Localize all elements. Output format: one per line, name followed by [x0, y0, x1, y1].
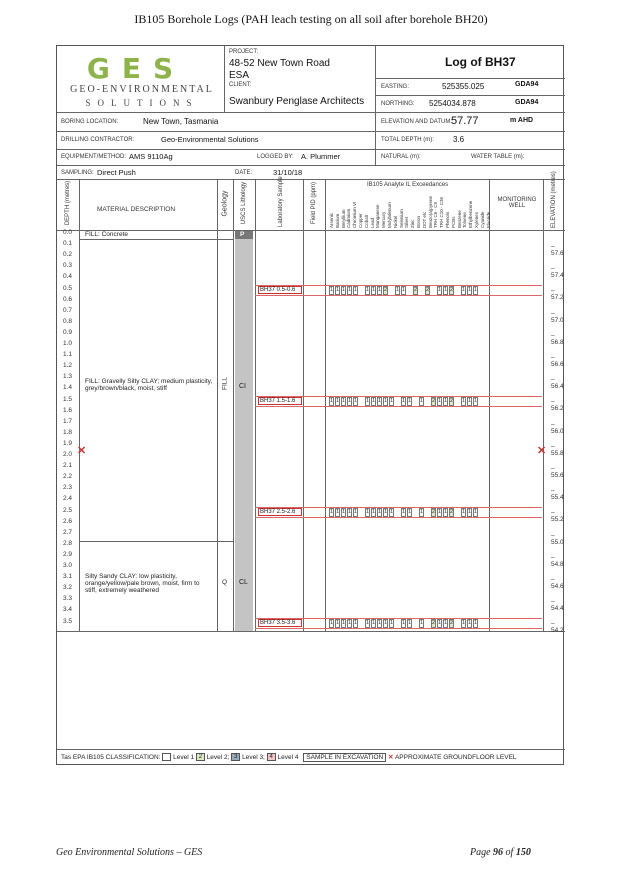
easting-value: 525355.025 — [442, 82, 485, 91]
exceedance-cell: 1 — [438, 398, 442, 404]
exceedance-cell: 1 — [342, 620, 346, 626]
exceedance-cell: 1 — [402, 287, 406, 293]
layer-2-description: FILL: Gravelly Silty CLAY; medium plasticity, grey/brown/black, moist, stiff — [85, 378, 213, 392]
legend-level4: Level 4 — [277, 754, 299, 761]
date-value: 31/10/18 — [273, 168, 303, 177]
analyte-label: Ethylbenzene — [468, 200, 474, 228]
right-block-divider — [375, 46, 376, 165]
exceedance-cell: 2 — [384, 287, 388, 293]
exceedance-cell: 1 — [444, 287, 448, 293]
material-header: MATERIAL DESCRIPTION — [97, 206, 176, 213]
document-title: IB105 Borehole Logs (PAH leach testing on all soil after borehole BH20) — [134, 12, 488, 26]
exceedance-cell: 1 — [444, 620, 448, 626]
row-divider — [57, 149, 565, 150]
exceedance-cell — [455, 508, 460, 517]
depth-tick: 1.0 — [63, 340, 73, 347]
depth-tick: 1.3 — [63, 373, 73, 381]
sample-exceedance-row — [329, 508, 488, 517]
analyte-label: Mercury — [381, 211, 387, 228]
exceedance-cell: 1 — [420, 620, 424, 626]
sample-label: BH37 3.5-3.6 — [258, 619, 302, 627]
depth-tick: 1.6 — [63, 406, 73, 414]
layer-3-geology: Q — [222, 579, 228, 586]
depth-col-divider — [79, 179, 80, 631]
exceedance-cell: 1 — [474, 287, 478, 293]
depth-tick: 3.5 — [63, 617, 73, 625]
exceedance-cell: 1 — [438, 287, 442, 293]
depth-tick: 3.0 — [63, 562, 73, 569]
depth-tick: 2.9 — [63, 550, 73, 558]
exceedance-cell: 1 — [372, 398, 376, 404]
depth-tick: 0.2 — [63, 251, 73, 259]
exceedance-cell: 1 — [462, 620, 466, 626]
field-pid-header: Field PID (ppm) — [311, 182, 317, 225]
legend-level2-box: 2 — [196, 753, 205, 761]
exceedance-cell: 1 — [336, 287, 340, 293]
exceedance-cell: 1 — [468, 509, 472, 515]
exceedance-cell: 1 — [402, 398, 406, 404]
easting-divider — [375, 95, 565, 96]
exceedance-cell: 2 — [450, 620, 454, 626]
client-label: CLIENT: — [229, 82, 252, 88]
exceedance-cell: 1 — [408, 620, 412, 626]
analyte-label: Chromium VI — [352, 201, 358, 228]
analyte-label: TRH C10 - C36 — [439, 196, 445, 228]
depth-tick: 2.7 — [63, 528, 73, 536]
equipment-label: EQUIPMENT/METHOD: — [61, 154, 127, 160]
legend-sample-excavation: SAMPLE IN EXCAVATION — [303, 753, 386, 762]
row-divider — [57, 165, 565, 166]
exceedance-cell: 1 — [330, 509, 334, 515]
exceedance-cell — [359, 508, 364, 517]
depth-header: DEPTH (metres) — [65, 180, 71, 226]
analyte-label: Selenium — [398, 209, 404, 228]
elevation-tick: –57.2 — [551, 287, 564, 302]
depth-tick: 0.5 — [63, 284, 73, 292]
project-value-2: ESA — [229, 70, 250, 81]
exceedance-cell: 1 — [420, 509, 424, 515]
exceedance-cell — [455, 397, 460, 406]
exceedance-cell: 1 — [474, 620, 478, 626]
layer-boundary — [79, 239, 233, 240]
exceedance-cell: 1 — [384, 620, 388, 626]
exceedance-cell: 1 — [348, 620, 352, 626]
depth-tick: 2.5 — [63, 506, 73, 514]
exceedance-cell: 1 — [384, 398, 388, 404]
depth-tick: 1.4 — [63, 384, 73, 392]
exceedance-cell — [425, 619, 430, 628]
body-bottom — [57, 631, 565, 632]
analyte-label: Copper — [358, 213, 363, 228]
depth-tick: 0.3 — [63, 262, 73, 270]
elevation-tick: –55.6 — [551, 465, 564, 479]
elevation-tick: –57.0 — [551, 309, 564, 324]
elevation-tick: –56.6 — [551, 354, 564, 368]
footer-left: Geo Environmental Solutions – GES — [56, 847, 203, 858]
exceedance-cell: 1 — [468, 620, 472, 626]
depth-tick: 0.6 — [63, 295, 73, 303]
legend-level3-box: 3 — [231, 753, 240, 761]
exceedance-cell: 1 — [372, 620, 376, 626]
elevation-tick: –56.0 — [551, 420, 564, 435]
exceedance-cell — [413, 397, 418, 406]
easting-datum: GDA94 — [515, 81, 539, 88]
logged-by-value: A. Plummer — [301, 152, 341, 161]
depth-tick: 1.2 — [63, 362, 73, 370]
exceedance-cell — [395, 508, 400, 517]
exceedance-cell: 1 — [420, 398, 424, 404]
legend-groundfloor: APPROXIMATE GROUNDFLOOR LEVEL — [394, 754, 517, 761]
exceedance-cell: 1 — [474, 398, 478, 404]
exceedance-cell: 1 — [342, 398, 346, 404]
exceedance-cell: 1 — [366, 398, 370, 404]
exceedance-cell: 1 — [342, 287, 346, 293]
natural-label: NATURAL (m): — [381, 154, 421, 160]
groundfloor-marker-left: ✕ — [77, 445, 87, 457]
legend-level1-box — [162, 753, 171, 761]
elevation-value: 57.77 — [451, 115, 479, 127]
drilling-contractor-label: DRILLING CONTRACTOR: — [61, 137, 135, 143]
exceedance-cell: 1 — [384, 509, 388, 515]
total-depth-label: TOTAL DEPTH (m): — [381, 137, 434, 143]
log-title-divider — [375, 78, 565, 79]
exceedance-cell: 2 — [414, 287, 418, 293]
sample-label: BH37 0.5-0.6 — [258, 286, 302, 294]
layer-3-description: Silty Sandy CLAY: low plasticity, orange/yellow/pale brown, moist, firm to stiff, extremely weathered — [85, 573, 200, 594]
exceedance-cell: 1 — [468, 287, 472, 293]
exceedance-cell — [359, 619, 364, 628]
depth-tick: 1.1 — [63, 351, 73, 359]
logo-line2: SOLUTIONS — [85, 98, 199, 108]
sample-exceedance-row — [329, 619, 488, 628]
legend — [61, 753, 517, 761]
exceedance-cell: 1 — [348, 398, 352, 404]
exceedance-cell: 1 — [366, 287, 370, 293]
lab-sample-header: Laboratory Sample — [278, 176, 284, 227]
sample-exceedance-row — [329, 397, 488, 406]
exceedance-cell: 1 — [378, 398, 382, 404]
exceedance-cell — [431, 286, 436, 295]
depth-tick: 3.4 — [63, 606, 73, 614]
lithology-strip — [235, 231, 253, 631]
northing-label: NORTHING: — [381, 101, 415, 107]
elevation-tick: –55.4 — [551, 487, 564, 502]
exceedance-cell: 1 — [390, 509, 394, 515]
depth-tick: 1.7 — [63, 417, 73, 425]
depth-tick: 0.7 — [63, 306, 73, 314]
depth-tick: 0.8 — [63, 317, 73, 325]
exceedance-cell: 1 — [336, 620, 340, 626]
exceedance-cell — [425, 508, 430, 517]
exceedance-cell — [359, 397, 364, 406]
sample-label: BH37 1.5-1.6 — [258, 397, 302, 405]
exceedance-cell: 1 — [474, 509, 478, 515]
depth-tick: 2.6 — [63, 517, 73, 525]
footer-page-of: of — [505, 847, 514, 858]
exceedance-cell: 1 — [378, 287, 382, 293]
analyte-header: IB105 Analyte IL Exceedances — [367, 182, 449, 188]
geology-header: Geology — [221, 190, 229, 217]
footer-page-total: 150 — [515, 847, 531, 858]
analyte-label: Lead — [369, 217, 375, 228]
total-depth-value: 3.6 — [453, 135, 465, 144]
exceedance-cell: 1 — [366, 509, 370, 515]
logged-by-label: LOGGED BY: — [257, 154, 294, 160]
legend-level3: Level 3; — [242, 754, 265, 761]
elevation-tick: –54.8 — [551, 553, 564, 568]
depth-tick: 2.3 — [63, 484, 73, 492]
layer-3-uscs: CL — [239, 579, 248, 586]
exceedance-cell: 2 — [450, 509, 454, 515]
depth-tick: 2.2 — [63, 473, 73, 481]
exceedance-cell: 1 — [378, 620, 382, 626]
drilling-contractor-value: Geo-Environmental Solutions — [161, 135, 259, 144]
sampling-label: SAMPLING: — [61, 170, 94, 176]
layer-1-uscs: P — [240, 231, 245, 238]
exceedance-cell: 1 — [336, 509, 340, 515]
exceedance-cell: 1 — [354, 509, 358, 515]
depth-tick: 3.1 — [63, 573, 73, 581]
exceedance-cell — [359, 286, 364, 295]
exceedance-cell: 2 — [432, 620, 436, 626]
groundfloor-marker-right: ✕ — [537, 445, 547, 457]
exceedance-cell — [395, 619, 400, 628]
exceedance-cell: 1 — [354, 398, 358, 404]
layer-boundary — [79, 541, 233, 542]
row-divider — [57, 131, 565, 132]
exceedance-cell: 1 — [396, 287, 400, 293]
analyte-label: TRH C6 - C9 — [433, 201, 439, 228]
analyte-label: PCBs — [450, 216, 456, 228]
elevation-tick: –54.2 — [551, 620, 564, 635]
analyte-label: DDT etc — [421, 211, 427, 228]
exceedance-cell: 1 — [462, 287, 466, 293]
exceedance-cell — [419, 286, 424, 295]
exceedance-cell: 1 — [336, 398, 340, 404]
analyte-label: Toluene — [462, 212, 468, 228]
depth-tick: 0.1 — [63, 240, 73, 248]
depth-tick: 0.4 — [63, 273, 73, 281]
analyte-label: Boron — [416, 215, 421, 228]
exceedance-cell — [455, 286, 460, 295]
exceedance-cell: 1 — [390, 398, 394, 404]
exceedance-cell — [395, 397, 400, 406]
elevation-tick: –57.4 — [551, 265, 564, 280]
layer-2-geology: FILL — [221, 377, 229, 391]
exceedance-cell: 1 — [330, 287, 334, 293]
well-col-divider — [543, 179, 544, 631]
exceedance-cell: 1 — [354, 620, 358, 626]
exceedance-cell: 2 — [432, 509, 436, 515]
boring-location-value: New Town, Tasmania — [143, 117, 219, 126]
elevation-tick: –55.2 — [551, 509, 564, 524]
project-label: PROJECT: — [229, 49, 259, 55]
exceedance-cell: 2 — [450, 287, 454, 293]
northing-datum: GDA94 — [515, 99, 539, 106]
date-label: DATE: — [235, 170, 253, 176]
depth-tick: 0.0 — [63, 229, 73, 236]
exceedance-cell: 1 — [330, 398, 334, 404]
analyte-label: Cobalt — [363, 214, 369, 228]
legend-level4-box: 4 — [267, 753, 276, 761]
analyte-label: Arsenic — [329, 212, 334, 228]
analyte-label: Zinc — [410, 219, 416, 228]
exceedance-cell: 2 — [432, 398, 436, 404]
logo-line1: GEO-ENVIRONMENTAL — [70, 84, 214, 95]
legend-divider — [57, 749, 565, 750]
exceedance-cell — [407, 286, 412, 295]
exceedance-cell: 1 — [354, 287, 358, 293]
exceedance-cell: 1 — [366, 620, 370, 626]
analyte-label: Phenols — [445, 211, 450, 228]
depth-tick: 2.4 — [63, 495, 73, 503]
elevation-tick: –56.4 — [551, 376, 564, 391]
exceedance-cell: 1 — [438, 509, 442, 515]
elevation-header: ELEVATION (metres) — [551, 171, 557, 228]
northing-value: 5254034.878 — [429, 99, 476, 108]
exceedance-cell: 2 — [426, 287, 430, 293]
layer-2-uscs: CI — [239, 383, 246, 390]
water-table-label: WATER TABLE (m): — [471, 154, 525, 160]
elevation-unit: m AHD — [510, 117, 534, 124]
geology-col-divider — [233, 179, 234, 631]
sample-label: BH37 2.5-2.6 — [258, 508, 302, 516]
exceedance-cell — [413, 619, 418, 628]
project-value-1: 48-52 New Town Road — [229, 58, 330, 69]
analyte-label: Silver — [404, 216, 410, 228]
elevation-tick: –55.0 — [551, 531, 564, 546]
elevation-tick: –54.4 — [551, 598, 564, 613]
easting-label: EASTING: — [381, 84, 410, 90]
analyte-label: Cyanide — [479, 211, 485, 228]
elevation-tick: –56.2 — [551, 398, 564, 413]
elevation-tick: –54.6 — [551, 576, 564, 590]
sample-exceedance-row — [329, 286, 488, 295]
depth-tick: 1.9 — [63, 439, 73, 447]
elevation-label: ELEVATION AND DATUM: — [381, 119, 453, 125]
exceedance-cell: 1 — [462, 509, 466, 515]
exceedance-cell: 1 — [402, 620, 406, 626]
exceedance-cell: 1 — [390, 620, 394, 626]
analyte-label: Barium — [334, 213, 340, 228]
client-value: Swanbury Penglase Architects — [229, 96, 365, 107]
analyte-label: Benzene — [456, 210, 462, 228]
ges-logo: GES — [86, 52, 186, 85]
elevation-tick: –57.6 — [551, 243, 564, 257]
exceedance-cell: 1 — [372, 509, 376, 515]
elevation-tick: –55.8 — [551, 442, 564, 457]
boring-location-label: BORING LOCATION: — [61, 119, 119, 125]
layer-1-description: FILL: Concrete — [85, 231, 128, 238]
analyte-label: Fluoride — [485, 211, 491, 228]
legend-level2: Level 2; — [206, 754, 230, 761]
exceedance-cell — [455, 619, 460, 628]
exceedance-cell — [389, 286, 394, 295]
footer-page — [470, 847, 531, 858]
borehole-log-sheet — [56, 45, 564, 765]
analyte-label: Molybdenum — [387, 202, 392, 228]
legend-classification: Tas EPA IB105 CLASSIFICATION: — [61, 754, 161, 761]
exceedance-cell: 1 — [444, 398, 448, 404]
analyte-label: Xylenes — [474, 211, 479, 228]
depth-tick: 2.1 — [63, 462, 73, 470]
analyte-label: Cadmium — [346, 208, 352, 228]
exceedance-cell: 1 — [348, 287, 352, 293]
exceedance-cell: 1 — [402, 509, 406, 515]
footer-page-prefix: Page — [470, 847, 491, 858]
exceedance-cell: 1 — [330, 620, 334, 626]
exceedance-cell: 1 — [348, 509, 352, 515]
exceedance-cell: 2 — [450, 398, 454, 404]
depth-tick: 2.0 — [63, 451, 73, 458]
exceedance-cell: 1 — [408, 398, 412, 404]
depth-tick: 2.8 — [63, 539, 73, 547]
log-title: Log of BH37 — [445, 55, 516, 69]
exceedance-cell: 1 — [408, 509, 412, 515]
legend-cross-icon: ✕ — [388, 754, 394, 761]
analyte-label: Beryllium — [340, 209, 346, 228]
depth-tick: 3.2 — [63, 584, 73, 592]
analyte-label: Manganese — [375, 204, 381, 228]
exceedance-cell: 1 — [444, 509, 448, 515]
depth-tick: 1.8 — [63, 428, 73, 436]
exceedance-cell: 1 — [462, 398, 466, 404]
equipment-value: AMS 9110Ag — [129, 152, 173, 161]
header-divider — [57, 112, 565, 113]
uscs-header: USCS Lithology — [241, 181, 247, 225]
logo-divider — [224, 46, 225, 112]
exceedance-cell: 1 — [342, 509, 346, 515]
depth-tick: 3.3 — [63, 595, 73, 603]
analyte-label: Nickel — [392, 215, 398, 228]
exceedance-cell: 1 — [372, 287, 376, 293]
material-col-divider — [217, 179, 218, 631]
monitoring-well-header: MONITORING WELL — [497, 197, 537, 209]
exceedance-cell: 1 — [438, 620, 442, 626]
exceedance-cell: 1 — [378, 509, 382, 515]
analyte-label: Benzo(a)pyrene — [427, 195, 433, 228]
depth-tick: 0.9 — [63, 328, 73, 336]
elevation-tick: –56.8 — [551, 331, 564, 346]
footer-page-number: 96 — [493, 847, 504, 858]
exceedance-cell — [425, 397, 430, 406]
exceedance-cell — [413, 508, 418, 517]
sampling-value: Direct Push — [97, 168, 136, 177]
exceedance-cell: 1 — [468, 398, 472, 404]
depth-tick: 1.5 — [63, 395, 73, 403]
legend-level1: Level 1 — [173, 754, 195, 761]
